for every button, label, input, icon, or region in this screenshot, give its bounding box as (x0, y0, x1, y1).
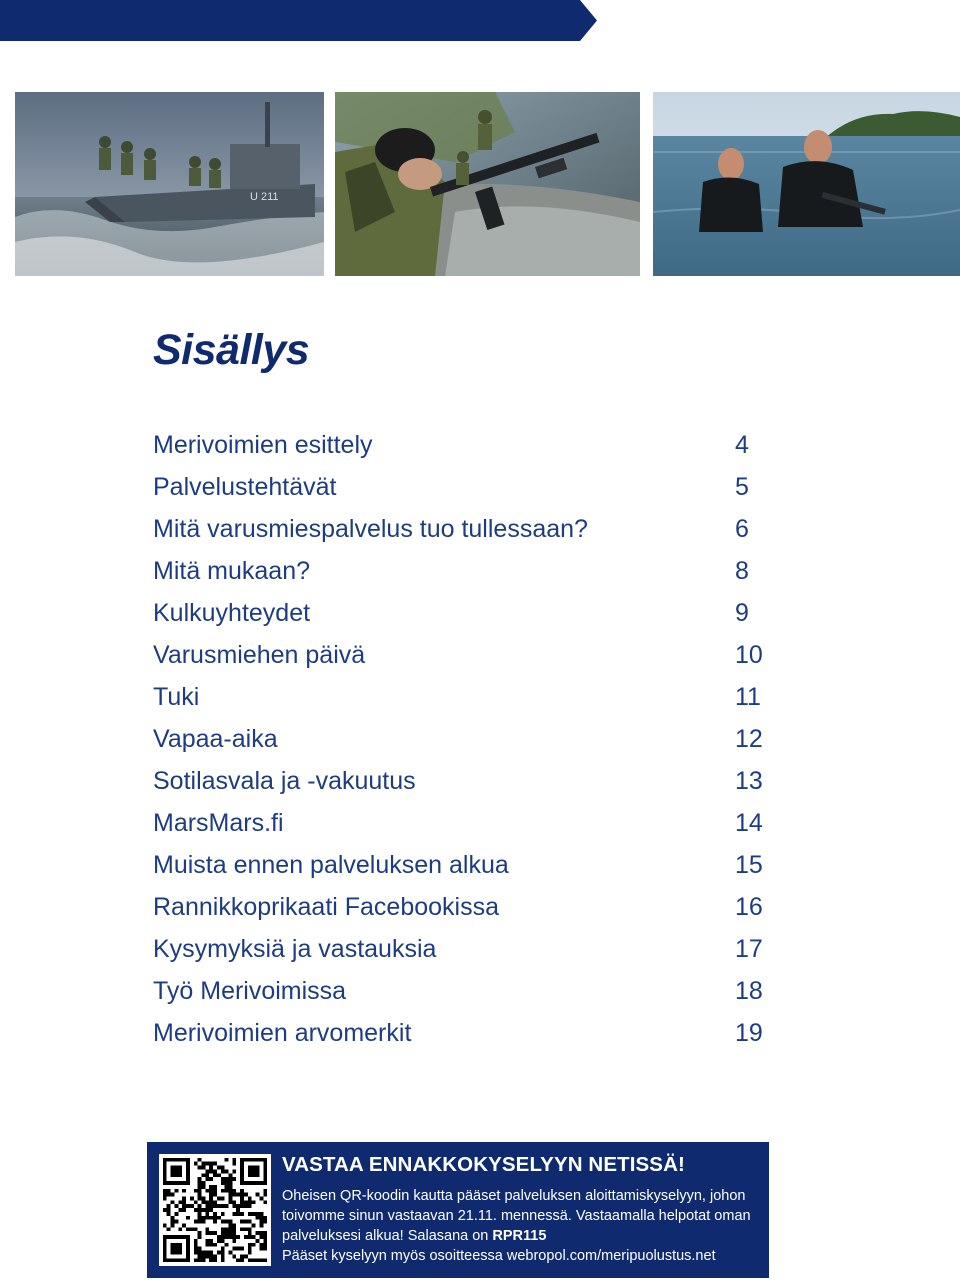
toc-entry[interactable] (153, 802, 773, 844)
toc-entry[interactable] (153, 844, 773, 886)
divers-in-water-photo (653, 92, 960, 276)
toc-entry-label: Kulkuyhteydet (153, 599, 311, 627)
toc-entry-page: 5 (735, 473, 749, 501)
toc-entry-page: 10 (735, 641, 763, 669)
toc-entry-label: Muista ennen palveluksen alkua (153, 851, 509, 879)
toc-entry-label: Tuki (153, 683, 200, 711)
soldier-with-rifle-photo (335, 92, 640, 276)
toc-entry[interactable] (153, 424, 773, 466)
toc-entry-page: 19 (735, 1019, 763, 1047)
toc-entry-page: 9 (735, 599, 749, 627)
toc-entry-page: 6 (735, 515, 749, 543)
landing-craft-photo (15, 92, 324, 276)
toc-entry[interactable] (153, 550, 773, 592)
toc-entry-page: 4 (735, 431, 749, 459)
toc-entry-label: Kysymyksiä ja vastauksia (153, 935, 437, 963)
toc-entry[interactable] (153, 592, 773, 634)
toc-entry-page: 12 (735, 725, 763, 753)
toc-entry[interactable] (153, 676, 773, 718)
toc-entry-label: Merivoimien esittely (153, 431, 373, 459)
top-banner (0, 0, 600, 41)
toc-entry[interactable] (153, 634, 773, 676)
toc-entry-label: Vapaa-aika (153, 725, 278, 753)
toc-entry[interactable] (153, 886, 773, 928)
toc-entry-page: 16 (735, 893, 763, 921)
svg-text:U 211: U 211 (250, 191, 279, 203)
toc-entry-page: 13 (735, 767, 763, 795)
toc-entry-label: Työ Merivoimissa (153, 977, 347, 1005)
survey-url-text[interactable]: Pääset kyselyyn myös osoitteessa webropol.com/meripuolustus.net (282, 1248, 716, 1264)
toc-entry[interactable] (153, 466, 773, 508)
toc-list (153, 424, 773, 1054)
toc-entry-page: 14 (735, 809, 763, 837)
survey-heading: VASTAA ENNAKKOKYSELYYN NETISSÄ! (282, 1153, 685, 1176)
toc-entry-label: Rannikkoprikaati Facebookissa (153, 893, 500, 921)
toc-entry-page: 17 (735, 935, 763, 963)
survey-text-body: Oheisen QR-koodin kautta pääset palveluksen aloittamiskyselyyn, johon toivomme sinun vastaavan 21.11. mennessä. Vastaamalla helpotat oman palveluksesi alkua! Salasana on (282, 1188, 751, 1244)
toc-entry[interactable] (153, 928, 773, 970)
toc-entry-page: 11 (735, 683, 761, 711)
toc-entry-label: Sotilasvala ja -vakuutus (153, 767, 416, 795)
toc-entry[interactable] (153, 1012, 773, 1054)
toc-entry-label: MarsMars.fi (153, 809, 284, 837)
toc-entry-page: 15 (735, 851, 763, 879)
toc-entry-label: Mitä mukaan? (153, 557, 311, 585)
survey-password: RPR115 (492, 1228, 547, 1244)
qr-code[interactable] (159, 1154, 271, 1266)
toc-entry-label: Varusmiehen päivä (153, 641, 366, 669)
toc-entry[interactable] (153, 970, 773, 1012)
survey-text (282, 1186, 762, 1266)
toc-entry-label: Palvelustehtävät (153, 473, 337, 501)
toc-entry[interactable] (153, 760, 773, 802)
qr-code-image (159, 1154, 271, 1266)
toc-entry-label: Merivoimien arvomerkit (153, 1019, 412, 1047)
toc-entry[interactable] (153, 718, 773, 760)
toc-entry-page: 8 (735, 557, 749, 585)
toc-entry[interactable] (153, 508, 773, 550)
toc-entry-page: 18 (735, 977, 763, 1005)
toc-entry-label: Mitä varusmiespalvelus tuo tullessaan? (153, 515, 588, 543)
toc-title: Sisällys (153, 326, 310, 374)
survey-box (147, 1142, 769, 1278)
